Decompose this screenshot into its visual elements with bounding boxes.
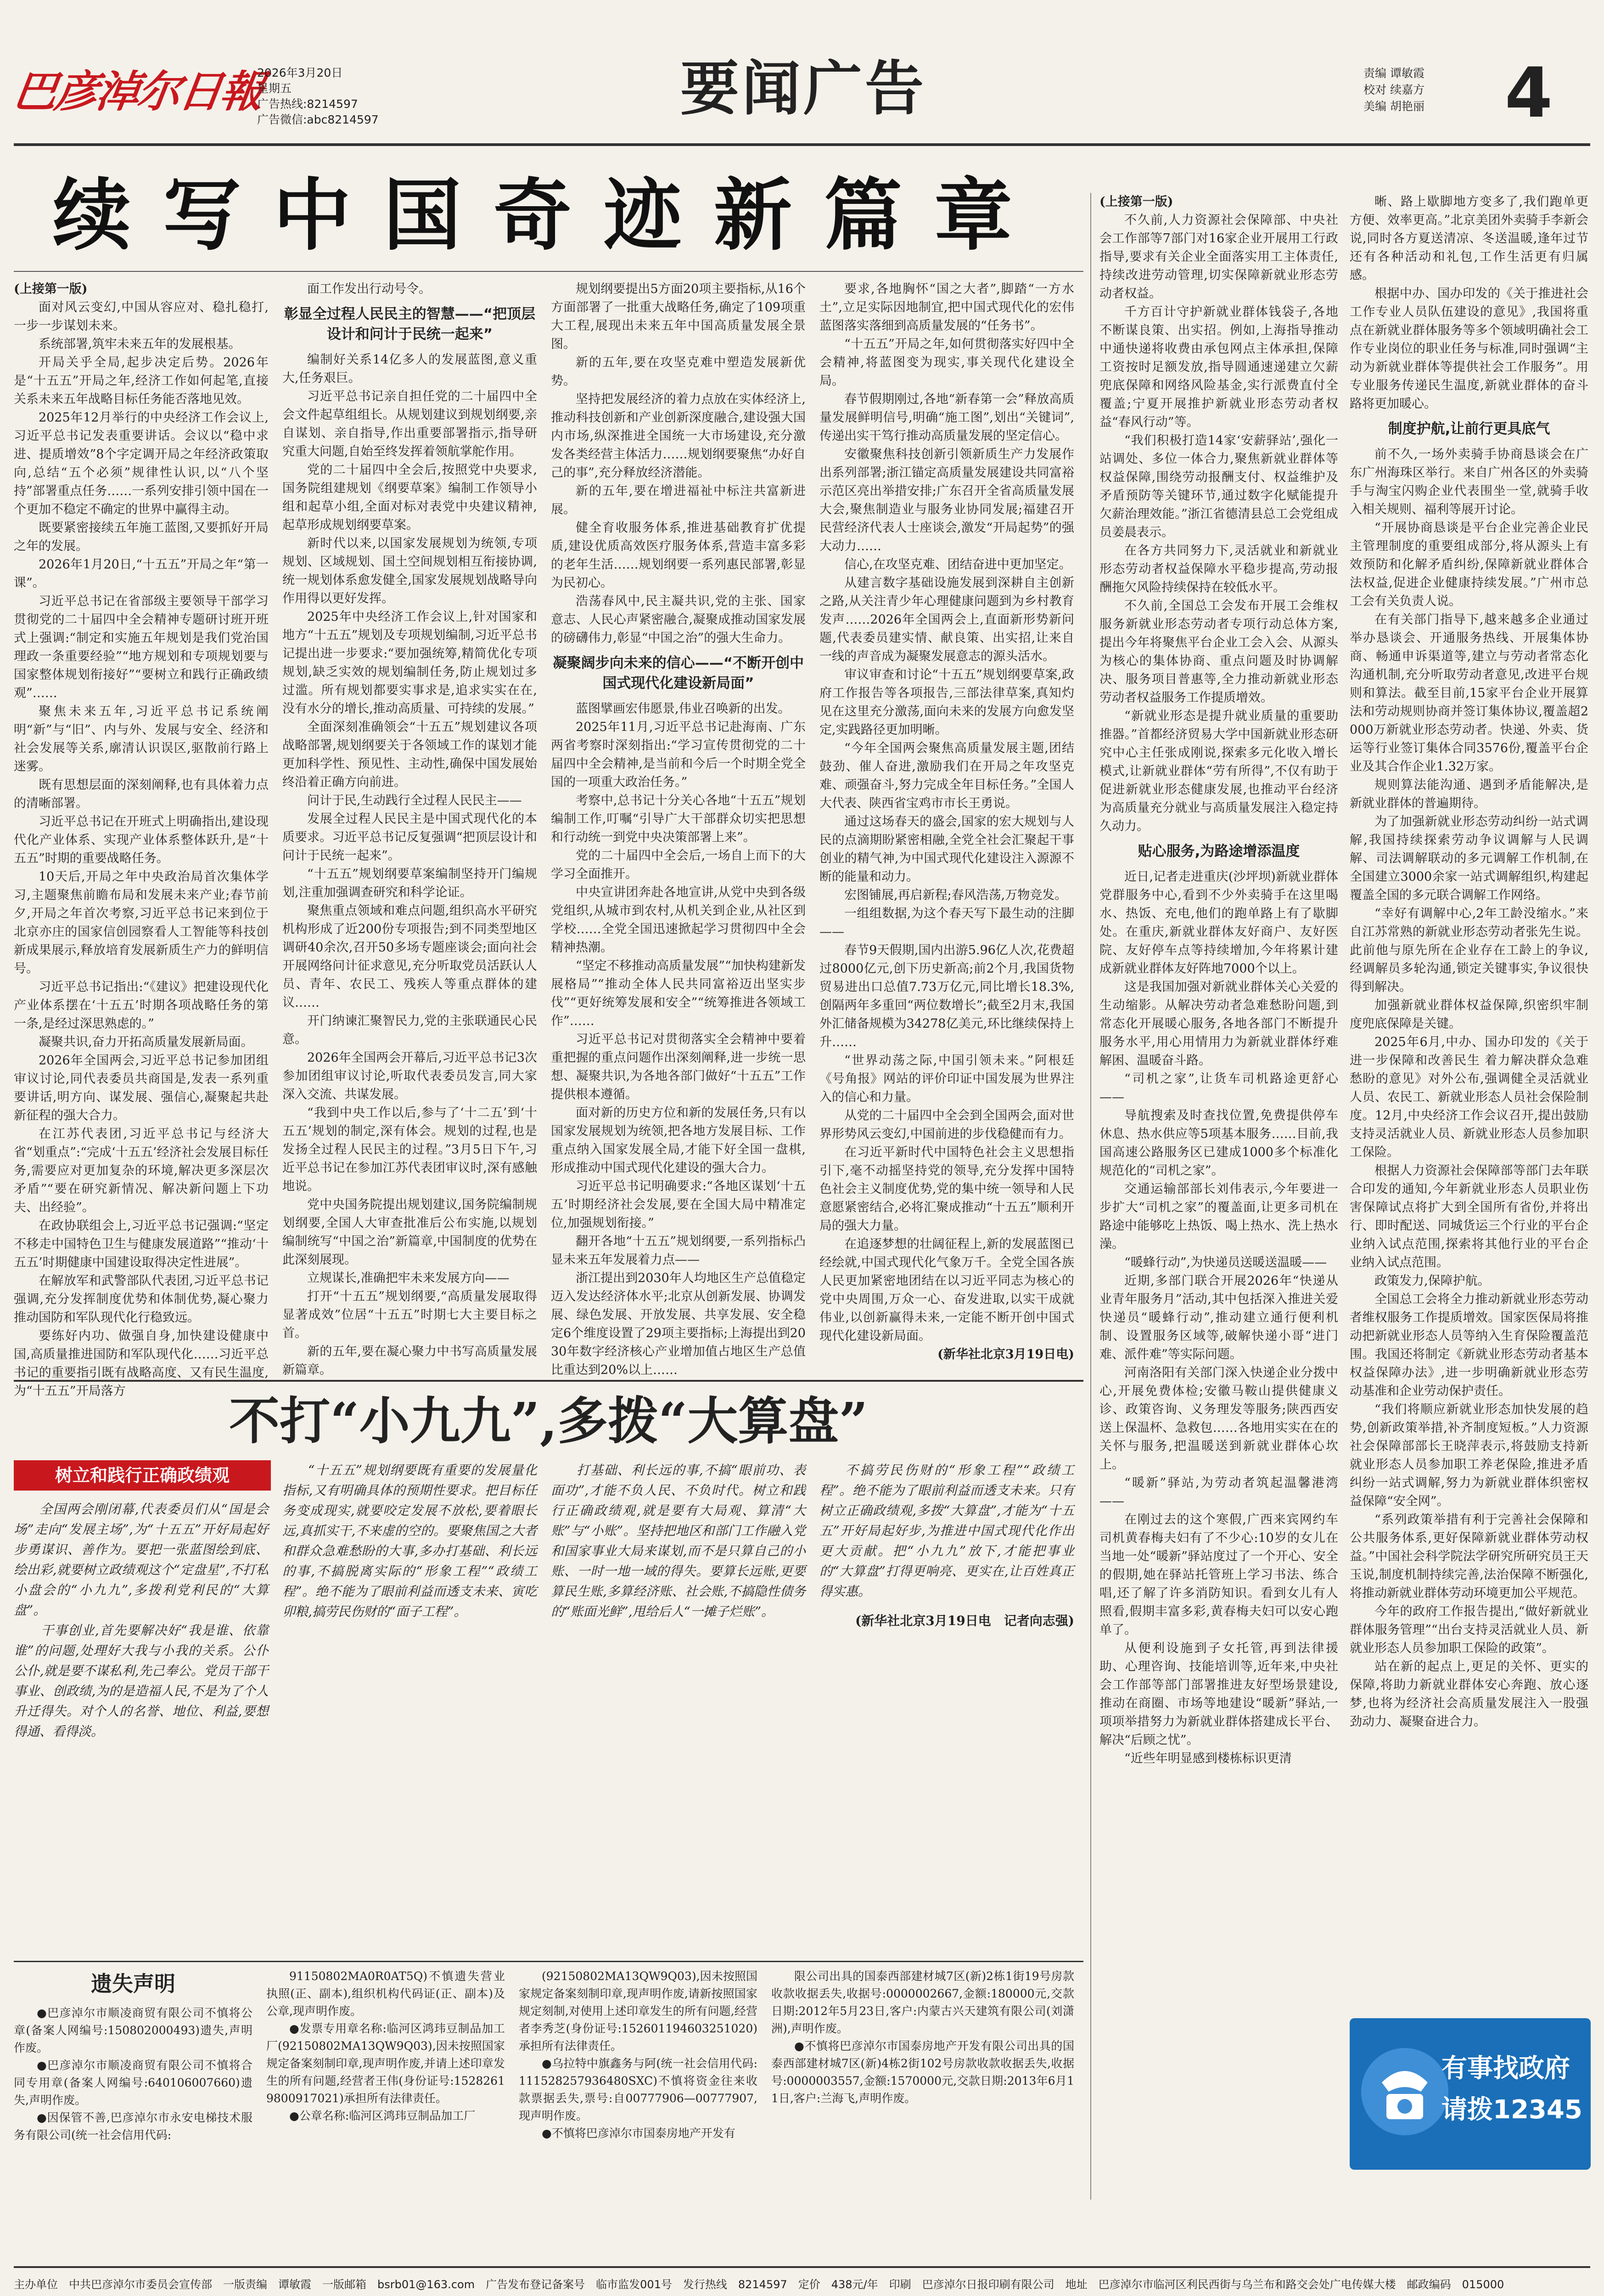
paragraph: 新的五年,要在凝心聚力中书写高质量发展新篇章。: [282, 1345, 537, 1377]
paragraph: 从便利设施到子女托管,再到法律援助、心理咨询、技能培训等,近年来,中央社会工作部等部门部署推进友好型场景建设,推动在商圈、市场等地建设“暖新”驿站,一项项举措努力为新就业群体搭建成长平台、解决“后顾之忧”。: [1099, 1641, 1338, 1747]
notices-top-rule: [14, 1961, 1083, 1962]
subheading: 贴心服务,为路途增添温度: [1138, 843, 1300, 860]
masthead-rule: [14, 143, 1590, 146]
paragraph: 根据中办、国办印发的《关于推进社会工作专业人员队伍建设的意见》,我国将重点在新就业群体服务等多个领域明确社会工作专业岗位的职业任务与标准,同时强调“主动为新就业群体等提供社会工作服务”。用专业服务传递民生温度,新就业群体的奋斗路将更加暖心。: [1350, 287, 1588, 411]
subheading: 制度护航,让前行更具底气: [1388, 421, 1550, 437]
paragraph: 浩荡春风中,民主凝共识,党的主张、国家意志、人民心声紧密融合,凝聚成推动国家发展的磅礴伟力,彰显“中国之治”的强大生命力。: [551, 594, 806, 645]
paragraph: 前不久,一场外卖骑手协商恳谈会在广东广州海珠区举行。来自广州各区的外卖骑手与淘宝闪购企业代表围坐一堂,就骑手收入相关规则、福利等展开讨论。: [1350, 447, 1588, 517]
issue-weekday: 星期五: [257, 82, 292, 95]
hotline-line-1: 有事找政府: [1441, 2054, 1570, 2083]
paragraph: “开展协商恳谈是平台企业完善企业民主管理制度的重要组成部分,将从源头上有效预防和化解矛盾纠纷,保障新就业群体合法权益,促进企业健康持续发展。”广州市总工会有关负责人说。: [1350, 521, 1588, 608]
article-3-col-1-text: 全国两会刚闭幕,代表委员们从“国是会场”走向“发展主场”,为“十五五”开好局起好步勇谋识、善作为。要把一张蓝图绘到底、绘出彩,就要树立政绩观这个“定盘星”,不打私小盘会的“小九九”,多拨利党利民的“大算盘”。 干事创业,首先要解决好“我是谁、依靠谁”的问题,处理好大我与小我的关系。公仆公仆,就是要不谋私利,先己奉公。党员干部干事业、创政绩,为的是造福人民,不是为了个人升迁得失。对个人的名誉、地位、利益,要想得通、看得淡。: [14, 1502, 269, 1739]
notice-item: ●发票专用章名称:临河区鸿玮豆制品加工厂(92150802MA13QW9Q03),因未按照国家规定备案刻制印章,现声明作废,并请上述印章发生的所有问题,经营者王伟(身份证号:15282619800917021)承担所有法律责任。: [266, 2022, 505, 2105]
logo-text: 巴彦淖尔日報: [10, 67, 265, 117]
article-1-col-3: [551, 280, 806, 1375]
article-3-tag-text: 树立和践行正确政绩观: [55, 1465, 230, 1486]
paragraph: 习近平总书记亲自担任党的二十届四中全会文件起草组组长。从规划建议到规划纲要,亲自谋划、亲自指导,作出重要部署指示,指导研究重大问题,自始至终发挥着领航掌舵作用。: [282, 389, 537, 459]
paragraph: “暖新”驿站,为劳动者筑起温馨港湾——: [1099, 1476, 1338, 1508]
paragraph: “坚定不移推动高质量发展”“加快构建新发展格局”“推动全体人民共同富裕迈出坚实步伐”“更好统筹发展和安全”“统筹推进各领域工作”……: [551, 959, 806, 1028]
paragraph: 2026年全国两会,习近平总书记参加团组审议讨论,同代表委员共商国是,发表一系列重要讲话,明方向、谋发展、强信心,凝聚起共赴新征程的强大合力。: [14, 1053, 269, 1123]
paragraph: “十五五”规划纲要草案编制坚持开门编规划,注重加强调查研究和科学论证。: [282, 867, 537, 900]
paragraph: “司机之家”,让货车司机路途更舒心——: [1099, 1072, 1338, 1104]
ad-wechat: 广告微信:abc8214597: [257, 113, 379, 126]
paragraph: 浙江提出到2030年人均地区生产总值稳定迈入发达经济体水平;北京从创新发展、协调发展、绿色发展、开放发展、共享发展、安全稳定6个维度设置了29项主要指标;上海提出到2030年数字经济核心产业增加值占地区生产总值比重达到20%以上……: [551, 1271, 806, 1377]
notice-item: ●乌拉特中旗鑫务与阿(统一社会信用代码:111528257936480SXC)不慎将资金往来收款票据丢失,票号:自00777906—00777907,现声明作废。: [519, 2057, 757, 2122]
paragraph: 全国总工会将全力推动新就业形态劳动者维权服务工作提质增效。国家医保局将推动把新就业形态人员等纳入生育保险覆盖范围。我国还将制定《新就业形态劳动者基本权益保障办法》,进一步明确新就业形态劳动基准和企业劳动保护责任。: [1350, 1292, 1588, 1398]
paragraph: 这是我国加强对新就业群体关心关爱的生动缩影。从解决劳动者急难愁盼问题,到常态化开展暖心服务,各地各部门不断提升服务水平,用心用情用力为新就业群体纾难解困、温暖奋斗路。: [1099, 980, 1338, 1068]
article-2-col-1: [1099, 193, 1338, 2204]
footer-rule: [14, 2266, 1590, 2268]
headline-rule: [14, 271, 1083, 272]
paragraph: 规则算法能沟通、遇到矛盾能解决,是新就业群体的普遍期待。: [1350, 778, 1588, 810]
paragraph: 编制好关系14亿多人的发展蓝图,意义重大,任务艰巨。: [282, 353, 537, 385]
article-1-col-2: [282, 280, 537, 1375]
paragraph: 要求,各地胸怀“国之大者”,脚踏“一方水土”,立足实际因地制宜,把中国式现代化的宏伟蓝图落实落细到高质量发展的“任务书”。: [819, 282, 1074, 333]
paragraph: 习近平总书记在省部级主要领导干部学习贯彻党的二十届四中全会精神专题研讨班开班式上强调:“制定和实施五年规划是我们党治国理政一条重要经验”“地方规划和专项规划要与国家整体规划衔接好”“要树立和践行正确政绩观”……: [14, 594, 269, 700]
paragraph: (上接第一版): [1099, 195, 1173, 209]
newspaper-logo: [10, 64, 265, 119]
paragraph: 晰、路上歇脚地方变多了,我们跑单更方便、效率更高。”北京美团外卖骑手李新会说,同时各方夏送清凉、冬送温暖,逢年过节还有各种活动和礼包,工作生活更有归属感。: [1350, 195, 1588, 282]
paragraph: 在追逐梦想的壮阔征程上,新的发展蓝图已经绘就,中国式现代化气象万千。全党全国各族人民更加紧密地团结在以习近平同志为核心的党中央周围,万众一心、奋发进取,以实干成就伟业,以创新赢得未来,一定能不断开创中国式现代化建设新局面。: [819, 1237, 1074, 1343]
paragraph: 导航搜索及时查找位置,免费提供停车休息、热水供应等5项基本服务……目前,我国高速公路服务区已建成1000多个标准化规范化的“司机之家”。: [1099, 1109, 1338, 1178]
article-3-title: 不打“小九九”,多拨“大算盘”: [229, 1391, 868, 1451]
notice-item: ●因保管不善,巴彦淖尔市永安电梯技术服务有限公司(统一社会信用代码:: [14, 2111, 252, 2142]
paragraph: “十五五”开局之年,如何贯彻落实好四中全会精神,将蓝图变为现实,事关现代化建设全局。: [819, 337, 1074, 388]
paragraph: 开门纳谏汇聚智民力,党的主张联通民心民意。: [282, 1014, 537, 1047]
column-divider: [1090, 193, 1091, 2200]
paragraph: 健全育收服务体系,推进基础教育扩优提质,建设优质高效医疗服务体系,营造丰富多彩的老年生活……规划纲要一系列惠民部署,彰显为民初心。: [551, 521, 806, 590]
paragraph: 在有关部门指导下,越来越多企业通过举办恳谈会、开通服务热线、开展集体协商、畅通申诉渠道等,建立与劳动者常态化沟通机制,充分听取劳动者意见,改进平台规则和算法。截至目前,15家平台企业开展算法和劳动规则协商并签订集体协议,覆盖超2000万新就业形态劳动者。快递、外卖、货运等行业签订集体合同3576份,覆盖平台企业及其合作企业1.32万家。: [1350, 613, 1588, 774]
paragraph: 问计于民,生动践行全过程人民民主——: [307, 793, 522, 808]
paragraph: 近期,多部门联合开展2026年“快递从业青年服务月”活动,其中包括深入推进关爱快递员“暖蜂行动”,推动建立通行便利机制、设置服务区域等,破解快递小哥“进门难、派件难”等实际问题。: [1099, 1274, 1338, 1362]
paragraph: 新的五年,要在攻坚克难中塑造发展新优势。: [551, 355, 806, 388]
paragraph: 宏图铺展,再启新程;春风浩荡,万物竞发。: [844, 888, 1067, 902]
credit-proofreader: 校对 续嘉方: [1363, 83, 1425, 96]
article-3-col-4-text: 不搞劳民伤财的“形象工程”“政绩工程”。绝不能为了眼前利益而透支未来。只有树立正确政绩观,多拨“大算盘”,才能为“十五五”开好局起好步,为推进中国式现代化作出更大贡献。把“小九九”放下,才能把事业的“大算盘”打得更响亮、更实在,让百姓真正得实惠。: [819, 1463, 1074, 1599]
notice-item: (92150802MA13QW9Q03),因未按照国家规定备案刻制印章,现声明作废,请新按照国家规定刻制,对使用上述印章发生的所有问题,经营者李秀芝(身份证号:152601194603251020)承担所有法律责任。: [519, 1970, 757, 2053]
paragraph: 千方百计守护新就业群体钱袋子,各地不断谋良策、出实招。例如,上海指导推动中通快递将收费由承包网点主体承担,保障工资按时足额发放,指导圆通速递建立欠薪兜底保障和网络风险基金,实行派费直付全覆盖;宁夏开展推护新就业形态劳动者权益“春风行动”等。: [1099, 305, 1338, 429]
paragraph: 党的二十届四中全会后,一场自上而下的大学习全面推开。: [551, 849, 806, 881]
article-3-col-3: [551, 1460, 806, 1954]
paragraph: 党中央国务院提出规划建议,国务院编制规划纲要,全国人大审查批准后公布实施,以规划编制统写“中国之治”新篇章,中国制度的优势在此深刻展现。: [282, 1198, 537, 1267]
footer-info: 主办单位 中共巴彦淖尔市委员会宣传部 一版责编 谭敏霞 一版邮箱 bsrb01@163.com 广告发布登记备案号 临市监发001号 发行热线 8214597 定价 438元/年 印刷 巴彦淖尔日报印刷有限公司 地址 巴彦淖尔市临河区利民西街与乌兰布和路交会处广电传媒大楼 邮政编码 015000: [14, 2278, 1504, 2291]
paragraph: 翻开各地“十五五”规划纲要,一系列指标凸显未来五年发展着力点——: [551, 1234, 806, 1267]
paragraph: 党的二十届四中全会后,按照党中央要求,国务院组建规划《纲要草案》编制工作领导小组和起草小组,全面对标对表党中央建议精神,起草形成规划纲要草案。: [282, 463, 537, 532]
ad-phone: 广告热线:8214597: [257, 97, 358, 111]
paragraph: “我们将顺应新就业形态加快发展的趋势,创新政策举措,补齐制度短板。”人力资源社会保障部部长王晓萍表示,将鼓励支持新就业形态人员参加职工养老保险,推进矛盾纠纷一站式调解,努力为新就业群体织密权益保障“安全网”。: [1350, 1402, 1588, 1508]
paragraph: 今年的政府工作报告提出,“做好新就业群体服务管理”“出台支持灵活就业人员、新就业形态人员参加职工保险的政策”。: [1350, 1604, 1588, 1655]
paragraph: 考察中,总书记十分关心各地“十五五”规划编制工作,叮嘱“引导广大干部群众切实把思想和行动统一到党中央决策部署上来”。: [551, 793, 806, 844]
paragraph: 既有思想层面的深刻阐释,也有具体着力点的清晰部署。: [14, 778, 269, 810]
paragraph: “暖蜂行动”,为快递员送暖送温暖——: [1124, 1255, 1327, 1270]
paragraph: 在政协联组会上,习近平总书记强调:“坚定不移走中国特色卫生与健康发展道路”“推动‘十五五’时期健康中国建设取得决定性进展”。: [14, 1219, 269, 1270]
paragraph: 立规谋长,准确把牢未来发展方向——: [307, 1271, 510, 1285]
paragraph: 不久前,全国总工会发布开展工会维权服务新就业形态劳动者专项行动总体方案,提出今年将聚焦平台企业工会入会、从源头为核心的集体协商、重点问题及时协调解决、服务项目普惠等,全力推动新就业形态劳动者权益服务工作提质增效。: [1099, 599, 1338, 705]
notice-item: ●巴彦淖尔市顺凌商贸有限公司不慎将合同专用章(备案人网编号:640106007660)遗失,声明作废。: [14, 2059, 252, 2107]
article-3-col-2-text: “十五五”规划纲要既有重要的发展量化指标,又有明确具体的预期性要求。把目标任务变成现实,就要咬定发展不放松,要着眼长远,真抓实干,不来虚的空的。要聚焦国之大者和群众急难愁盼的大事,多办打基础、利长远的事,不搞脱离实际的“形象工程”“政绩工程”。绝不能为了眼前利益而透支未来、寅吃卯粮,搞劳民伤财的“面子工程”。: [282, 1463, 537, 1619]
masthead-info: [257, 65, 432, 128]
notice-item: ●不慎将巴彦淖尔市国泰房地产开发有: [542, 2127, 735, 2140]
article-3-tag: [14, 1460, 271, 1491]
paragraph: 信心,在攻坚克难、团结奋进中更加坚定。: [844, 557, 1071, 572]
paragraph: 为了加强新就业形态劳动纠纷一站式调解,我国持续探索劳动争议调解与人民调解、司法调解联动的多元调解工作机制,在全国建立3000余家一站式调解组织,构建起覆盖全国的多元联合调解工作网络。: [1350, 815, 1588, 902]
article-3-col-2: [282, 1460, 537, 1954]
notices-col-4: [771, 1968, 1074, 2197]
paragraph: 根据人力资源社会保障部等部门去年联合印发的通知,今年新就业形态人员职业伤害保障试点将扩大到全国所有省份,并将出行、即时配送、同城货运三个行业的平台企业纳入试点范围,探索将其他行业的平台企业纳入试点范围。: [1350, 1164, 1588, 1270]
paragraph: 春节假期刚过,各地“新春第一会”释放高质量发展鲜明信号,明确“施工图”,划出“关键词”,传递出实干笃行推动高质量发展的坚定信心。: [819, 392, 1074, 443]
paragraph: 交通运输部部长刘伟表示,今年要进一步扩大“司机之家”的覆盖面,让更多司机在路途中能够吃上热饭、喝上热水、洗上热水澡。: [1099, 1182, 1338, 1251]
notice-item: 限公司出具的国泰西部建材城7区(新)2栋1街19号房款收款收据丢失,收据号:0000002667,金额:180000元,交款日期:2012年5月23日,客户:内蒙古兴天建筑有限公司(刘潇洲),声明作废。: [771, 1970, 1074, 2035]
article-3-col-3-text: 打基础、利长远的事,不搞“眼前功、表面功”,才能不负人民、不负时代。树立和践行正确政绩观,就是要有大局观、算清“大账”与“小账”。坚持把地区和部门工作融入党和国家事业大局来谋划,而不是只算自己的小账、一时一地一域的得失。要算长远账,更要算民生账,多算经济账、社会账,不搞隐性债务的“账面光鲜”,甩给后人“一摊子烂账”。: [551, 1463, 806, 1619]
paragraph: 安徽聚焦科技创新引领新质生产力发展作出系列部署;浙江锚定高质量发展建设共同富裕示范区亮出举措安排;广东召开全省高质量发展大会,聚焦制造业与服务业协同发展;福建召开民营经济代表人士座谈会,激发“开局起势”的强大动力……: [819, 447, 1074, 553]
paragraph: (上接第一版): [14, 282, 88, 296]
paragraph: 中央宣讲团奔赴各地宣讲,从党中央到各级党组织,从城市到农村,从机关到企业,从社区到学校……全党全国迅速掀起学习贯彻四中全会精神热潮。: [551, 885, 806, 955]
paragraph: 在解放军和武警部队代表团,习近平总书记强调,充分发挥制度优势和体制优势,凝心聚力推动国防和军队现代化行稳致远。: [14, 1274, 269, 1325]
notice-item: ●巴彦淖尔市顺凌商贸有限公司不慎将公章(备案人网编号:150802000493)遗失,声明作废。: [14, 2006, 252, 2054]
paragraph: 2025年中央经济工作会议上,针对国家和地方“十五五”规划及专项规划编制,习近平总书记提出进一步要求:“要加强统筹,精简优化专项规划,缺乏实效的规划编制任务,防止规划过多过滥。所有规划都要实事求是,追求实实在在,没有水分的增长,推动高质量、可持续的发展。”: [282, 610, 537, 716]
paragraph: 蓝图擘画宏伟愿景,伟业召唤新的出发。: [576, 702, 791, 716]
paragraph: 规划纲要提出5方面20项主要指标,从16个方面部署了一批重大战略任务,确定了109项重大工程,展现出未来五年中国高质量发展全景图。: [551, 282, 806, 351]
paragraph: “新就业形态是提升就业质量的重要助推器。”首都经济贸易大学中国新就业形态研究中心主任张成刚说,探索多元化收入增长模式,让新就业群体“劳有所得”,不仅有助于促进新就业形态健康发展,也推动平台经济为高质量充分就业与高质量发展注入稳定持久动力。: [1099, 709, 1338, 833]
headline-text: 续写中国奇迹新篇章: [52, 170, 1044, 261]
credit-editor: 责编 谭敏霞: [1363, 67, 1425, 80]
paragraph: 2025年12月举行的中央经济工作会议上,习近平总书记发表重要讲话。会议以“稳中求进、提质增效”8个字定调开局之年经济政策取向,总结“五个必须”规律性认识,以“八个坚持”部署重点任务……一系列安排引领中国在一个更加不稳定不确定的世界中赢得主动。: [14, 411, 269, 517]
paragraph: 从党的二十届四中全会到全国两会,面对世界形势风云变幻,中国前进的步伐稳健而有力。: [819, 1109, 1074, 1141]
article-3-col-1: [14, 1499, 269, 1954]
page-number: 4: [1504, 53, 1553, 133]
notice-item: ●不慎将巴彦淖尔市国泰房地产开发有限公司出具的国泰西部建材城7区(新)4栋2街102号房款收款收据丢失,收据号:0000003557,金额:1570000元,交款日期:2013年6月11日,客户:兰海飞,声明作废。: [771, 2039, 1074, 2105]
article-3-top-rule: [14, 1380, 1083, 1382]
paragraph: “世界动荡之际,中国引领未来。”阿根廷《号角报》网站的评价印证中国发展为世界注入的信心和力量。: [819, 1053, 1074, 1104]
headline-banner: [14, 165, 1083, 266]
paragraph: 通过这场春天的盛会,国家的宏大规划与人民的点滴期盼紧密相融,全党全社会汇聚起干事创业的精气神,为中国式现代化建设注入源源不断的能量和动力。: [819, 815, 1074, 884]
paragraph: 在江苏代表团,习近平总书记与经济大省“划重点”:“完成‘十五五’经济社会发展目标任务,需要应对更加复杂的环境,解决更多深层次矛盾”“要在研究新情况、解决新问题上下功夫、出经验”。: [14, 1127, 269, 1215]
paragraph: 凝聚共识,奋力开拓高质量发展新局面。: [39, 1035, 253, 1049]
paragraph: 要练好内功、做强自身,加快建设健康中国,高质量推进国防和军队现代化……习近平总书记的重要指引既有战略高度、又有民生温度,为“十五五”开局落方: [14, 1329, 269, 1398]
paragraph: 发展全过程人民民主是中国式现代化的本质要求。习近平总书记反复强调“把顶层设计和问计于民统一起来”。: [282, 812, 537, 863]
paragraph: “近些年明显感到楼栋标识更清: [1124, 1751, 1292, 1766]
paragraph: 不久前,人力资源社会保障部、中央社会工作部等7部门对16家企业开展用工行政指导,要求有关企业全面落实用工主体责任,持续改进劳动管理,切实保障新就业形态劳动者权益。: [1099, 213, 1338, 301]
article-1-col-4: [819, 280, 1074, 1375]
credit-designer: 美编 胡艳丽: [1363, 100, 1425, 113]
paragraph: “幸好有调解中心,2年工龄没缩水。”来自江苏常熟的新就业形态劳动者张先生说。此前他与原先所在企业存在工龄上的争议,经调解员多轮沟通,锁定关键事实,争议很快得到解决。: [1350, 906, 1588, 994]
paragraph: “系列政策举措有利于完善社会保障和公共服务体系,更好保障新就业群体劳动权益。”中国社会科学院法学研究所研究员王天玉说,制度机制持续完善,法治保障不断强化,将推动新就业群体劳动环境更加公平规范。: [1350, 1513, 1588, 1600]
paragraph: 习近平总书记指出:“《建议》把建设现代化产业体系摆在‘十五五’时期各项战略任务的第一条,是经过深思熟虑的。”: [14, 980, 269, 1031]
article-1-col-1: [14, 280, 269, 1398]
dateline: (新华社北京3月19日电): [937, 1347, 1074, 1362]
paragraph: “今年全国两会聚焦高质量发展主题,团结鼓劲、催人奋进,激励我们在开局之年攻坚克难、顽强奋斗,努力完成全年目标任务。”全国人大代表、陕西省宝鸡市市长王勇说。: [819, 741, 1074, 810]
article-3-byline: (新华社北京3月19日电 记者向志强): [855, 1613, 1074, 1628]
section-title: 要闻广告: [680, 54, 926, 123]
paragraph: 习近平总书记在开班式上明确指出,建设现代化产业体系、实现产业体系整体跃升,是“十五五”时期的重要战略任务。: [14, 815, 269, 866]
subheading: 彰显全过程人民民主的智慧——“把顶层设计和问计于民统一起来”: [284, 306, 536, 343]
paragraph: 河南洛阳有关部门深入快递企业分拨中心,开展免费体检;安徽马鞍山提供健康义诊、政策咨询、义务理发等服务;陕西西安送上保温杯、急救包……各地用实实在在的关怀与服务,把温暖送到新就业群体心坎上。: [1099, 1366, 1338, 1472]
subheading: 凝聚阔步向未来的信心——“不断开创中国式现代化建设新局面”: [552, 655, 804, 692]
paragraph: 审议审查和讨论“十五五”规划纲要草案,政府工作报告等各项报告,三部法律草案,真知灼见在这里充分激荡,面向未来的发展方向愈发坚定,实践路径更加明晰。: [819, 668, 1074, 737]
paragraph: 在刚过去的这个寒假,广西来宾网约车司机黄春梅夫妇有了不少心:10岁的女儿在当地一处“暖新”驿站度过了一个开心、安全的假期,她在驿站托管班上学习书法、练合唱,还了解了许多消防知识。看到女儿有人照看,假期丰富多彩,黄春梅夫妇可以安心跑单了。: [1099, 1513, 1338, 1637]
paragraph: 全面深刻准确领会“十五五”规划建议各项战略部署,规划纲要关于各领域工作的谋划才能更加科学性、预见性、主动性,确保中国发展始终沿着正确方向前进。: [282, 720, 537, 789]
paragraph: 10天后,开局之年中央政治局首次集体学习,主题聚焦前瞻布局和发展未来产业;春节前夕,开局之年首次考察,习近平总书记来到位于北京亦庄的国家信创园察看人工智能等科技创新成果展示,释放培育发展新质生产力的鲜明信号。: [14, 870, 269, 976]
phone-icon: [1359, 2046, 1451, 2138]
article-2-col-2: [1350, 193, 1588, 2011]
paragraph: 近日,记者走进重庆(沙坪坝)新就业群体党群服务中心,看到不少外卖骑手在这里喝水、热饭、充电,他们的跑单路上有了歇脚处。在重庆,新就业群体友好商户、友好医院、友好停车点等持续增加,今年将累计建成新就业群体友好阵地7000个以上。: [1099, 870, 1338, 976]
page-credits: [1363, 65, 1464, 115]
paragraph: 坚持把发展经济的着力点放在实体经济上,推动科技创新和产业创新深度融合,建设强大国内市场,纵深推进全国统一大市场建设,充分激发各类经营主体活力……规划纲要聚焦“办好自己的事”,充分释放经济潜能。: [551, 392, 806, 480]
paragraph: 站在新的起点上,更足的关怀、更实的保障,将助力新就业群体安心奔跑、放心逐梦,也将为经济社会高质量发展注入一股强劲动力、凝聚奋进合力。: [1350, 1660, 1588, 1729]
paragraph: 新时代以来,以国家发展规划为统领,专项规划、区域规划、国土空间规划相互衔接协调,统一规划体系愈发健全,国家发展规划战略导向作用得以更好发挥。: [282, 536, 537, 606]
issue-date: 2026年3月20日: [257, 66, 343, 79]
paragraph: “我们积极打造14家‘安薪驿站’,强化一站调处、多位一体合力,聚焦新就业群体等权益保障,围绕劳动报酬支付、权益维护及矛盾预防等关键环节,通过数字化赋能提升欠薪治理效能。”浙江省德清县总工会党组成员姜晨表示。: [1099, 433, 1338, 540]
paragraph: 面对风云变幻,中国从容应对、稳扎稳打,一步一步谋划未来。: [14, 300, 269, 333]
paragraph: 习近平总书记对贯彻落实全会精神中要着重把握的重点问题作出深刻阐释,进一步统一思想、凝聚共识,为各地各部门做好“十五五”工作提供根本遵循。: [551, 1032, 806, 1102]
paragraph: 聚焦重点领域和难点问题,组织高水平研究机构形成了近200份专项报告;到不同类型地区调研40余次,召开50多场专题座谈会;面向社会开展网络问计征求意见,充分听取党员活跃认人员、青年、农民工、残疾人等重点群体的建议……: [282, 904, 537, 1010]
paragraph: 开局关乎全局,起步决定后势。2026年是“十五五”开局之年,经济工作如何起笔,直接关系未来五年战略目标任务能否落地见效。: [14, 355, 269, 406]
paragraph: 政策发力,保障护航。: [1374, 1274, 1490, 1288]
paragraph: 面工作发出行动号令。: [307, 282, 431, 296]
paragraph: “我到中央工作以后,参与了‘十二五’到‘十五五’规划的制定,深有体会。规划的过程,也是发扬全过程人民民主的过程。”3月5日下午,习近平总书记在参加江苏代表团审议时,深有感触地说。: [282, 1106, 537, 1193]
paragraph: 在各方共同努力下,灵活就业和新就业形态劳动者权益保障水平稳步提高,劳动报酬拖欠风险持续保持在较低水平。: [1099, 544, 1338, 595]
notice-item: 91150802MA0R0AT5Q)不慎遗失营业执照(正、副本),组织机构代码证(正、副本)及公章,现声明作废。: [266, 1970, 505, 2018]
paragraph: 在习近平新时代中国特色社会主义思想指引下,毫不动摇坚持党的领导,充分发挥中国特色社会主义制度优势,党的集中统一领导和人民意愿紧密结合,必将汇聚成推动“十五五”顺利开局的强大力量。: [819, 1145, 1074, 1233]
notices-col-1: [14, 2004, 252, 2197]
article-3-col-4: [819, 1460, 1074, 1954]
notices-title: 遗失声明: [91, 1971, 175, 1996]
paragraph: 面对新的历史方位和新的发展任务,只有以国家发展规划为统领,把各地方发展目标、工作重点纳入国家发展全局,才能下好全国一盘棋,形成推动中国式现代化建设的强大合力。: [551, 1106, 806, 1175]
paragraph: 一组组数据,为这个春天写下最生动的注脚——: [819, 906, 1074, 939]
paragraph: 加强新就业群体权益保障,织密织牢制度兜底保障是关键。: [1350, 998, 1588, 1031]
paragraph: 习近平总书记明确要求:“各地区谋划‘十五五’时期经济社会发展,要在全国大局中精准定位,加强规划衔接。”: [551, 1179, 806, 1230]
notice-item: ●公章名称:临河区鸿玮豆制品加工厂: [289, 2109, 476, 2122]
paragraph: 聚焦未来五年,习近平总书记系统阐明“新”与“旧”、内与外、发展与安全、经济和社会发展等关系,廓清认识误区,驱散前行路上迷雾。: [14, 704, 269, 774]
notices-col-2: [266, 1968, 505, 2197]
paragraph: 春节9天假期,国内出游5.96亿人次,花费超过8000亿元,创下历史新高;前2个月,我国货物贸易进出口总值7.73万亿元,同比增长18.3%,创隔两年多重回“两位数增长”;截至2月末,我国外汇储备规模为34278亿美元,环比继续保持上升……: [819, 943, 1074, 1049]
paragraph: 既要紧密接续五年施工蓝图,又要抓好开局之年的发展。: [14, 521, 269, 553]
paragraph: 2025年6月,中办、国办印发的《关于进一步保障和改善民生 着力解决群众急难愁盼的意见》对外公布,强调健全灵活就业人员、农民工、新就业形态人员社会保险制度。12月,中央经济工作会议召开,提出鼓励支持灵活就业人员、新就业形态人员参加职工保险。: [1350, 1035, 1588, 1159]
notices-col-3: [519, 1968, 757, 2197]
paragraph: 2025年11月,习近平总书记赴海南、广东两省考察时深刻指出:“学习宣传贯彻党的二十届四中全会精神,是当前和今后一个时期全党全国的一项重大政治任务。”: [551, 720, 806, 789]
paragraph: 2026年1月20日,“十五五”开局之年“第一课”。: [14, 557, 269, 590]
paragraph: 打开“十五五”规划纲要,“高质量发展取得显著成效”位居“十五五”时期七大主要目标之首。: [282, 1289, 537, 1340]
masthead: [0, 0, 1604, 156]
paragraph: 从建言数字基础设施发展到深耕自主创新之路,从关注青少年心理健康问题到为乡村教育发声……2026年全国两会上,直面新形势新问题,代表委员建实情、献良策、出实招,让来自一线的声音成为凝聚发展意志的源头活水。: [819, 576, 1074, 664]
paragraph: 2026年全国两会开幕后,习近平总书记3次参加团组审议讨论,听取代表委员发言,同大家深入交流、共谋发展。: [282, 1051, 537, 1102]
paragraph: 系统部署,筑牢未来五年的发展根基。: [39, 337, 241, 351]
paragraph: 新的五年,要在增进福祉中标注共富新进展。: [551, 484, 806, 517]
hotline-banner: [1350, 2018, 1591, 2170]
hotline-line-2: 请拨12345: [1441, 2095, 1582, 2125]
